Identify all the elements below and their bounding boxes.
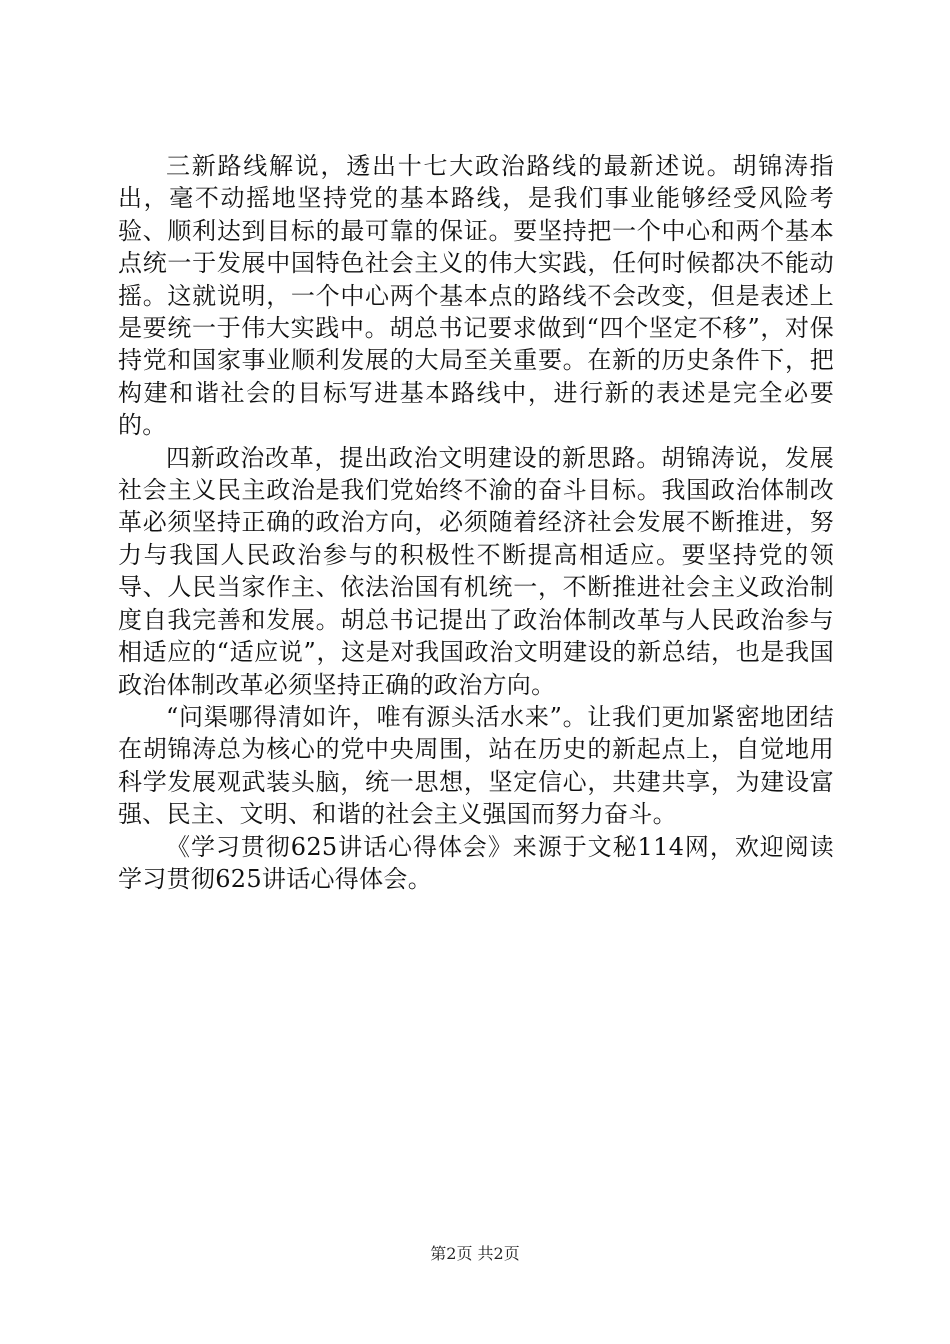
paragraph-political-line: 三新路线解说，透出十七大政治路线的最新述说。胡锦涛指出，毫不动摇地坚持党的基本路线，是我们事业能够经受风险考验、顺利达到目标的最可靠的保证。要坚持把一个中心和两个基本点统一于发展中国特色社会主义的伟大实践，任何时候都决不能动摇。这就说明，一个中心两个基本点的路线不会改变，但是表述上是要统一于伟大实践中。胡总书记要求做到“四个坚定不移”，对保持党和国家事业顺利发展的大局至关重要。在新的历史条件下，把构建和谐社会的目标写进基本路线中，进行新的表述是完全必要的。 bbox=[118, 152, 834, 440]
page-number-footer: 第2页 共2页 bbox=[430, 1244, 520, 1263]
paragraph-political-reform: 四新政治改革，提出政治文明建设的新思路。胡锦涛说，发展社会主义民主政治是我们党始终不渝的奋斗目标。我国政治体制改革必须坚持正确的政治方向，必须随着经济社会发展不断推进，努力与我国人民政治参与的积极性不断提高相适应。要坚持党的领导、人民当家作主、依法治国有机统一，不断推进社会主义政治制度自我完善和发展。胡总书记提出了政治体制改革与人民政治参与相适应的“适应说”，这是对我国政治文明建设的新总结，也是我国政治体制改革必须坚持正确的政治方向。 bbox=[118, 443, 834, 699]
paragraph-closing-call: “问渠哪得清如许，唯有源头活水来”。让我们更加紧密地团结在胡锦涛总为核心的党中央周围，站在历史的新起点上，自觉地用科学发展观武装头脑，统一思想，坚定信心，共建共享，为建设富强、民主、文明、和谐的社会主义强国而努力奋斗。 bbox=[118, 702, 834, 829]
paragraph-source-note: 《学习贯彻625讲话心得体会》来源于文秘114网，欢迎阅读学习贯彻625讲话心得体会。 bbox=[118, 832, 834, 893]
document-body bbox=[118, 150, 834, 895]
